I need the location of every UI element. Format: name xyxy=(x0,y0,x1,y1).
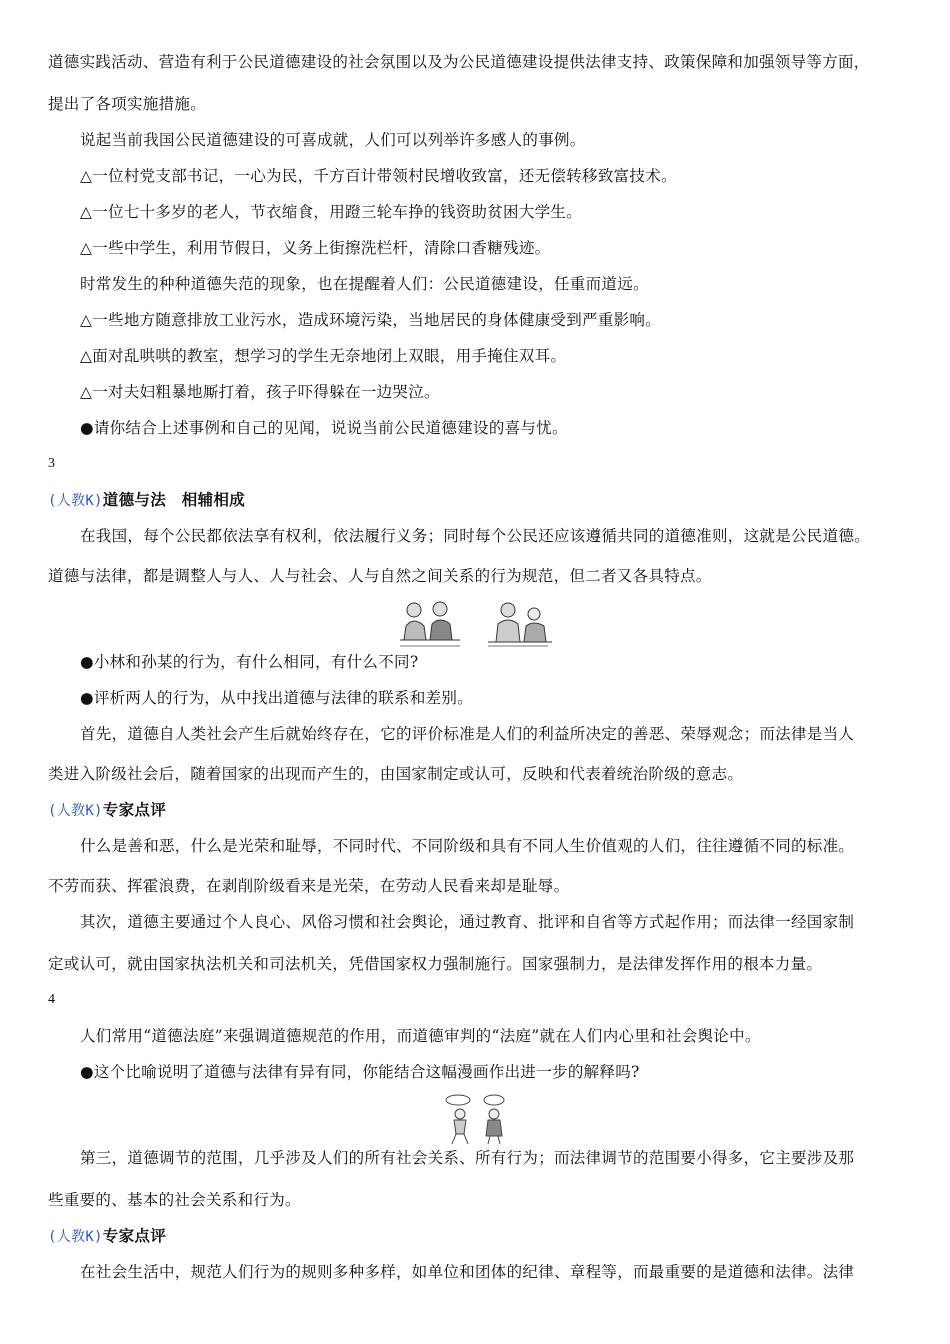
question-item: ●请你结合上述事例和自己的见闻，说说当前公民道德建设的喜与忧。 xyxy=(80,419,568,437)
paragraph-line: 人们常用“道德法庭”来强调道德规范的作用，而道德审判的“法庭”就在人们内心里和社会舆论中。 xyxy=(80,1027,761,1045)
paragraph-line: 在社会生活中，规范人们行为的规则多种多样，如单位和团体的纪律、章程等，而最重要的是道德和法律。法律 xyxy=(80,1263,855,1281)
list-item: △一对夫妇粗暴地厮打着，孩子吓得躲在一边哭泣。 xyxy=(80,383,440,401)
cartoon-illustration xyxy=(442,1094,516,1146)
heading-text: 专家点评 xyxy=(102,800,166,819)
source-tag: (人教K) xyxy=(48,803,103,819)
page-number: 3 xyxy=(48,456,55,471)
paragraph-line: 不劳而获、挥霍浪费，在剥削阶级看来是光荣，在劳动人民看来却是耻辱。 xyxy=(48,877,570,895)
list-item: △一位村党支部书记，一心为民，千方百计带领村民增收致富，还无偿转移致富技术。 xyxy=(80,167,677,185)
question-item: ●评析两人的行为，从中找出道德与法律的联系和差别。 xyxy=(80,689,474,707)
paragraph-line: 时常发生的种种道德失范的现象，也在提醒着人们：公民道德建设，任重而道远。 xyxy=(80,275,649,293)
paragraph-line: 类进入阶级社会后，随着国家的出现而产生的，由国家制定或认可，反映和代表着统治阶级的意志。 xyxy=(48,765,744,783)
section-heading xyxy=(48,1226,910,1247)
source-tag: (人教K) xyxy=(48,1229,103,1245)
paragraph-line: 第三，道德调节的范围，几乎涉及人们的所有社会关系、所有行为；而法律调节的范围要小得多，它主要涉及那 xyxy=(80,1149,855,1167)
section-heading xyxy=(48,800,910,821)
heading-text: 专家点评 xyxy=(102,1226,166,1245)
paragraph-line: 道德实践活动、营造有利于公民道德建设的社会氛围以及为公民道德建设提供法律支持、政策保障和加强领导等方面， xyxy=(48,53,870,71)
page-number: 4 xyxy=(48,992,55,1007)
list-item: △面对乱哄哄的教室，想学习的学生无奈地闭上双眼，用手掩住双耳。 xyxy=(80,347,567,365)
paragraph-line: 什么是善和恶，什么是光荣和耻辱，不同时代、不同阶级和具有不同人生价值观的人们，往往遵循不同的标准。 xyxy=(80,837,855,855)
paragraph-line: 其次，道德主要通过个人良心、风俗习惯和社会舆论，通过教育、批评和自省等方式起作用；而法律一经国家制 xyxy=(80,913,855,931)
heading-text: 道德与法 相辅相成 xyxy=(102,490,245,509)
paragraph-line: 道德与法律，都是调整人与人、人与社会、人与自然之间关系的行为规范，但二者又各具特点。 xyxy=(48,567,712,585)
paragraph-line: 说起当前我国公民道德建设的可喜成就，人们可以列举许多感人的事例。 xyxy=(80,131,586,149)
paragraph-line: 提出了各项实施措施。 xyxy=(48,95,207,113)
question-item: ●小林和孙某的行为，有什么相同，有什么不同? xyxy=(80,653,419,671)
comic-illustration xyxy=(396,596,556,650)
list-item: △一些地方随意排放工业污水，造成环境污染，当地居民的身体健康受到严重影响。 xyxy=(80,311,662,329)
question-item: ●这个比喻说明了道德与法律有异有同，你能结合这幅漫画作出进一步的解释吗? xyxy=(80,1063,640,1081)
paragraph-line: 些重要的、基本的社会关系和行为。 xyxy=(48,1191,301,1209)
source-tag: (人教K) xyxy=(48,493,103,509)
list-item: △一些中学生，利用节假日，义务上街擦洗栏杆，清除口香糖残迹。 xyxy=(80,239,551,257)
section-heading xyxy=(48,490,910,511)
list-item: △一位七十多岁的老人，节衣缩食，用蹬三轮车挣的钱资助贫困大学生。 xyxy=(80,203,583,221)
paragraph-line: 首先，道德自人类社会产生后就始终存在，它的评价标准是人们的利益所决定的善恶、荣辱观念；而法律是当人 xyxy=(80,725,855,743)
paragraph-line: 定或认可，就由国家执法机关和司法机关，凭借国家权力强制施行。国家强制力，是法律发挥作用的根本力量。 xyxy=(48,955,823,973)
paragraph-line: 在我国，每个公民都依法享有权利，依法履行义务；同时每个公民还应该遵循共同的道德准则，这就是公民道德。 xyxy=(80,527,871,545)
